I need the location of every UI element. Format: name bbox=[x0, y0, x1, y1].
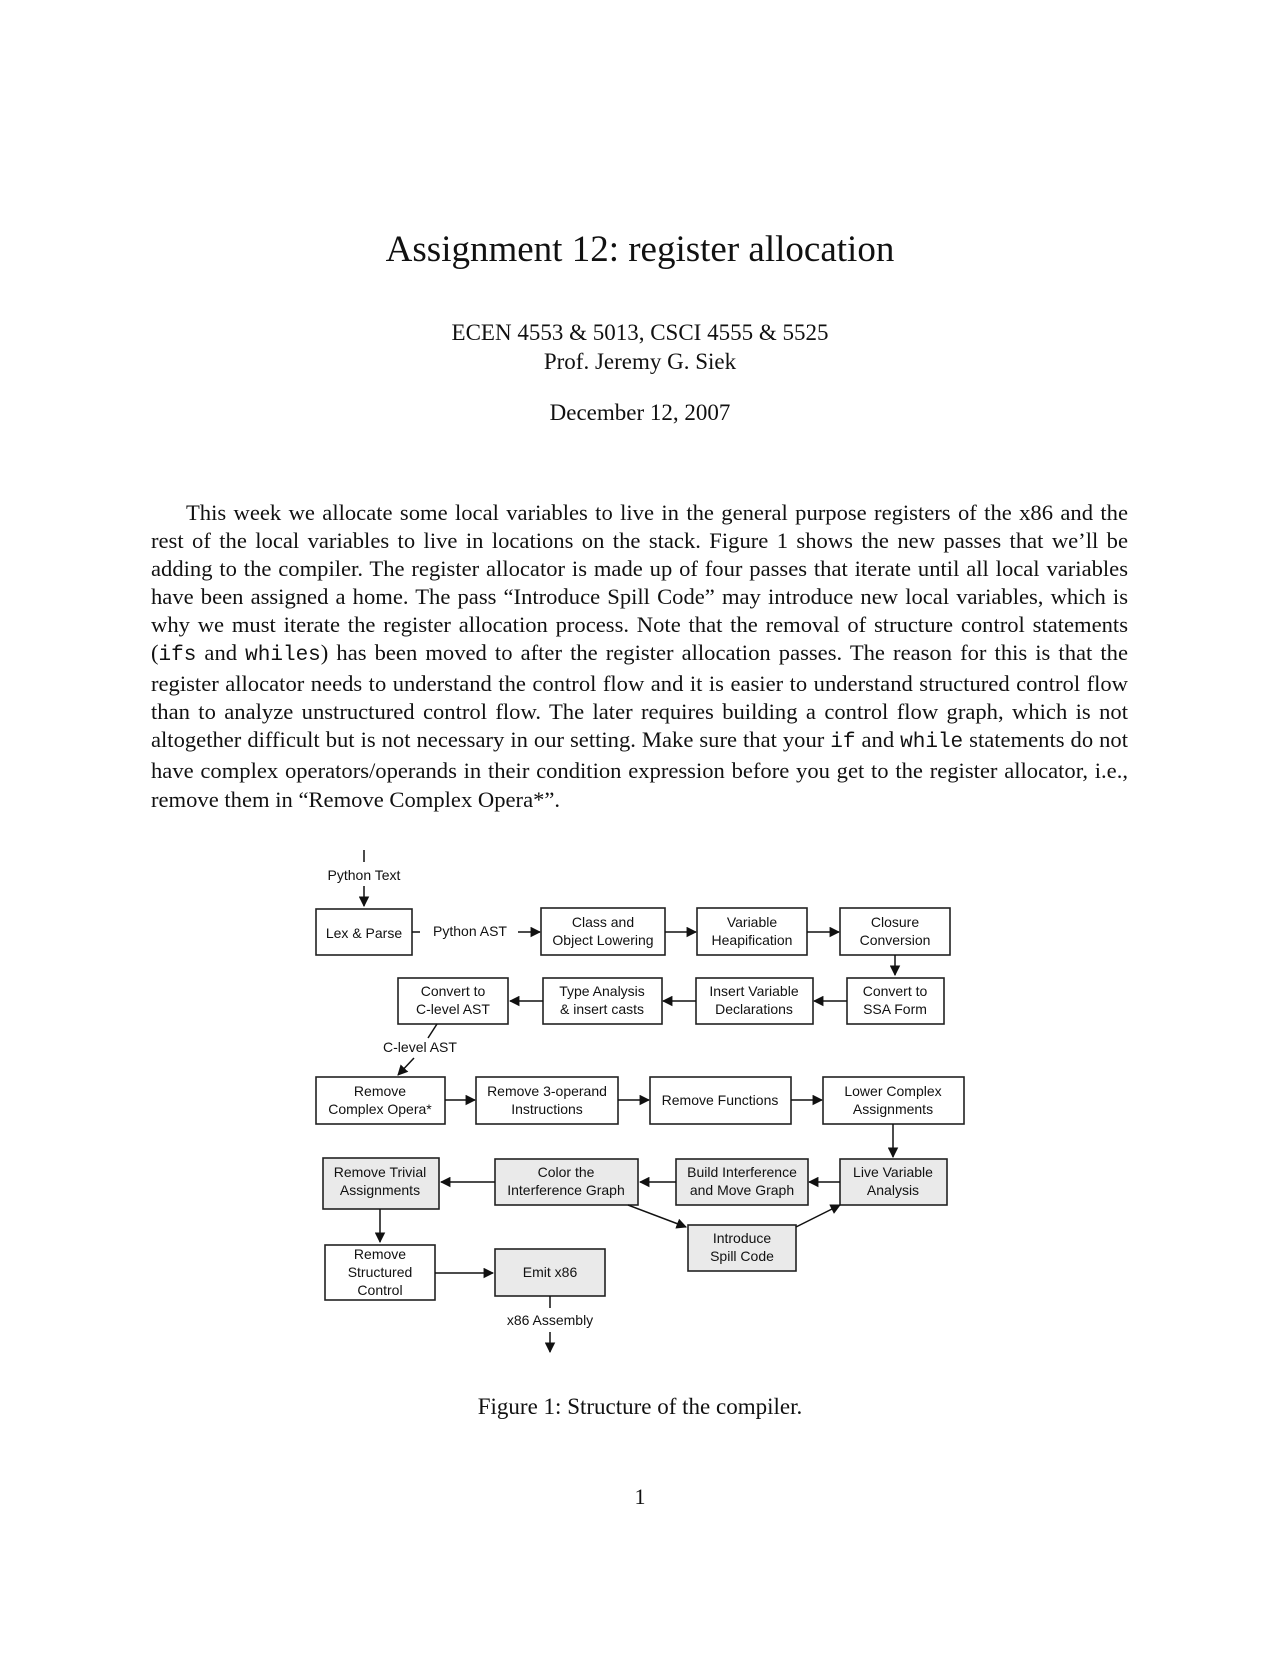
inline-code: if bbox=[830, 731, 856, 755]
edge-line bbox=[428, 1024, 437, 1038]
svg-text:Lower Complex: Lower Complex bbox=[844, 1083, 942, 1099]
svg-text:Instructions: Instructions bbox=[511, 1101, 583, 1117]
inline-code: while bbox=[900, 731, 964, 755]
build-interference-box bbox=[676, 1159, 808, 1205]
inline-code: whiles bbox=[245, 644, 321, 668]
svg-text:Introduce: Introduce bbox=[712, 1230, 772, 1246]
paragraph-text: This week we allocate some local variables to live in the general purpose registers of the x86 and the rest of the local variables to live in locations on the stack. Figure 1 shows the new passes that we’ll be adding to the compiler. The register allocator is made up of four passes that iterate until all local variables have been assigned a home. The pass “Introduce Spill Code” may introduce new local variables, which is why we must iterate the register allocation process. Note that the removal of structure control statements ( bbox=[151, 499, 1128, 666]
arrow-to-live-variable-loop bbox=[796, 1205, 840, 1227]
lex-parse-box bbox=[316, 909, 412, 955]
svg-text:Convert to: Convert to bbox=[420, 983, 486, 999]
remove-structured-box bbox=[325, 1245, 435, 1300]
paragraph-text: and bbox=[196, 640, 246, 666]
python-ast-label: Python AST bbox=[433, 923, 507, 939]
remove-trivial-box bbox=[323, 1158, 439, 1209]
remove-3operand-box bbox=[476, 1077, 618, 1124]
svg-text:Emit x86: Emit x86 bbox=[522, 1264, 578, 1280]
svg-text:Spill Code: Spill Code bbox=[710, 1248, 774, 1264]
arrow-to-remove-complex bbox=[398, 1058, 414, 1075]
svg-text:Structured: Structured bbox=[347, 1264, 413, 1280]
course-line: ECEN 4553 & 5013, CSCI 4555 & 5525 bbox=[451, 320, 829, 345]
emit-x86-box bbox=[495, 1249, 605, 1296]
svg-text:Convert to: Convert to bbox=[862, 983, 928, 999]
svg-text:Lex & Parse: Lex & Parse bbox=[325, 925, 403, 941]
paragraph-text: statements do not have complex operators/operands in their condition expression before you get to the register allocator, i.e., remove them in “Remove Complex Opera*”. bbox=[151, 727, 1128, 812]
svg-text:and Move Graph: and Move Graph bbox=[689, 1182, 795, 1198]
type-analysis-box bbox=[543, 978, 662, 1024]
remove-functions-box bbox=[650, 1077, 791, 1124]
svg-text:Heapification: Heapification bbox=[711, 932, 793, 948]
svg-text:Class and: Class and bbox=[571, 914, 635, 930]
svg-text:SSA Form: SSA Form bbox=[863, 1001, 927, 1017]
svg-text:Complex Opera*: Complex Opera* bbox=[328, 1101, 432, 1117]
inline-code: ifs bbox=[158, 644, 197, 668]
author-line: Prof. Jeremy G. Siek bbox=[543, 349, 737, 374]
svg-text:Remove Functions: Remove Functions bbox=[661, 1092, 779, 1108]
svg-text:Object Lowering: Object Lowering bbox=[552, 932, 654, 948]
svg-text:Remove: Remove bbox=[353, 1083, 407, 1099]
arrow-to-introduce-spill bbox=[628, 1205, 686, 1227]
svg-text:Remove: Remove bbox=[353, 1246, 407, 1262]
svg-text:Color the: Color the bbox=[537, 1164, 595, 1180]
svg-text:Closure: Closure bbox=[870, 914, 920, 930]
page-title: Assignment 12: register allocation bbox=[385, 229, 895, 270]
variable-heapification-box bbox=[697, 908, 807, 955]
class-lowering-box bbox=[541, 908, 665, 955]
figure-caption: Figure 1: Structure of the compiler. bbox=[477, 1394, 803, 1419]
svg-text:Variable: Variable bbox=[726, 914, 778, 930]
svg-text:Control: Control bbox=[357, 1282, 403, 1298]
date-line: December 12, 2007 bbox=[549, 400, 731, 425]
paragraph-text: ) has been moved to after the register allocation passes. The reason for this is that the register allocator needs to understand the control flow and it is easier to understand structured control flow than to analyze unstructured control flow. The later requires building a control flow graph, which is not altogether difficult but is not necessary in our setting. Make sure that your bbox=[151, 640, 1129, 753]
svg-text:Interference Graph: Interference Graph bbox=[507, 1182, 625, 1198]
x86-assembly-label: x86 Assembly bbox=[506, 1312, 594, 1328]
color-graph-box bbox=[495, 1159, 638, 1205]
svg-text:Assignments: Assignments bbox=[852, 1101, 934, 1117]
paragraph-text: and bbox=[855, 727, 901, 753]
svg-text:C-level AST: C-level AST bbox=[416, 1001, 490, 1017]
svg-text:Assignments: Assignments bbox=[339, 1182, 421, 1198]
svg-text:Analysis: Analysis bbox=[866, 1182, 920, 1198]
live-variable-box bbox=[840, 1159, 947, 1205]
svg-text:& insert casts: & insert casts bbox=[559, 1001, 645, 1017]
lower-complex-box bbox=[823, 1077, 964, 1124]
svg-text:Live Variable: Live Variable bbox=[853, 1164, 933, 1180]
convert-c-ast-box bbox=[398, 978, 508, 1024]
python-text-label: Python Text bbox=[327, 867, 401, 883]
insert-declarations-box bbox=[696, 978, 813, 1024]
svg-text:Type Analysis: Type Analysis bbox=[559, 983, 645, 999]
svg-text:Build Interference: Build Interference bbox=[687, 1164, 797, 1180]
c-level-ast-label: C-level AST bbox=[383, 1039, 457, 1055]
svg-text:Conversion: Conversion bbox=[859, 932, 931, 948]
svg-text:Declarations: Declarations bbox=[715, 1001, 793, 1017]
svg-text:Remove 3-operand: Remove 3-operand bbox=[487, 1083, 607, 1099]
introduce-spill-box bbox=[688, 1225, 796, 1271]
page-number: 1 bbox=[634, 1484, 646, 1509]
convert-ssa-box bbox=[847, 978, 944, 1024]
svg-text:Insert Variable: Insert Variable bbox=[709, 983, 799, 999]
svg-text:Remove Trivial: Remove Trivial bbox=[333, 1164, 427, 1180]
closure-conversion-box bbox=[840, 908, 950, 955]
remove-complex-box bbox=[316, 1077, 445, 1124]
